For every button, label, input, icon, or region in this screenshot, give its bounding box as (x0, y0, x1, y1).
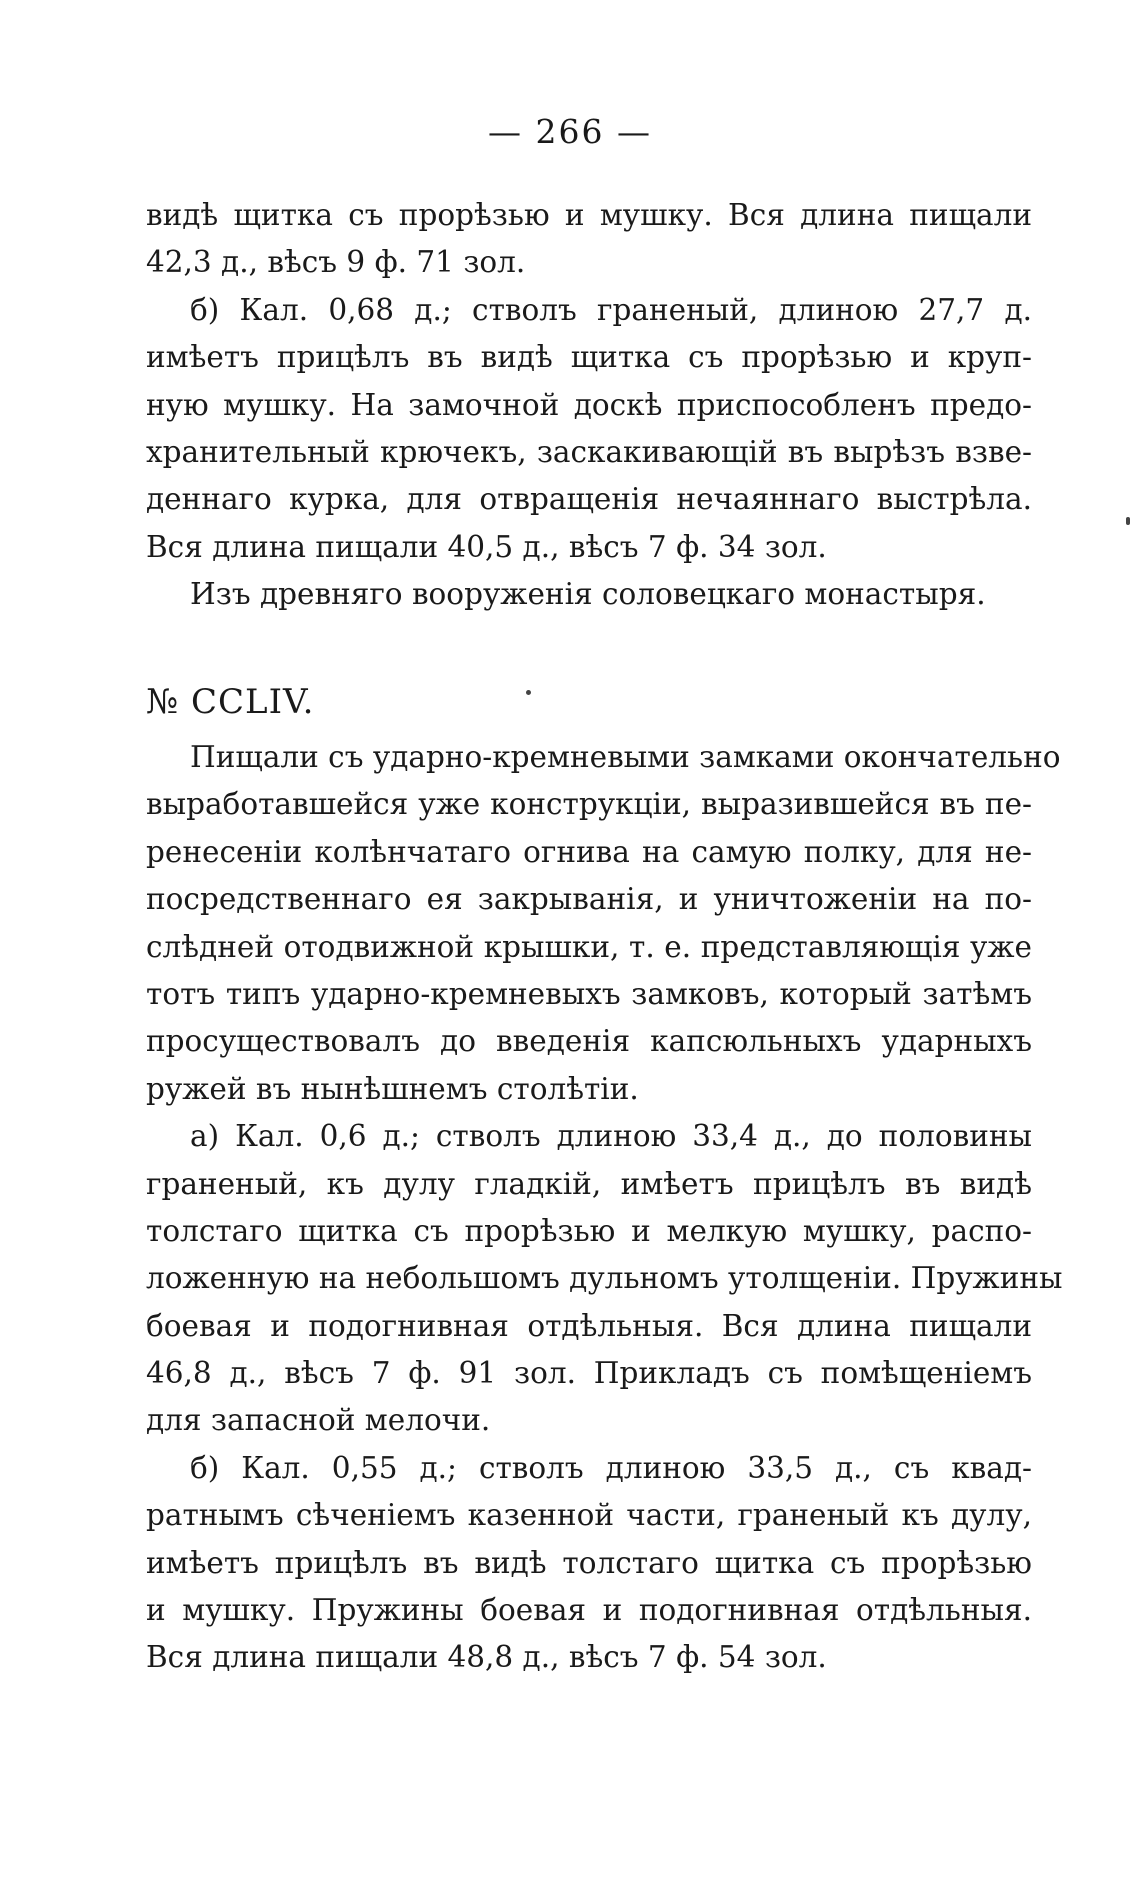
text-line: имѣетъ прицѣлъ въ видѣ толстаго щитка съ прорѣзью (146, 1545, 1032, 1580)
text-block-continuation (146, 192, 1032, 619)
text-line: толстаго щитка съ прорѣзью и мелкую мушку, распо- (146, 1213, 1032, 1248)
text-line: ную мушку. На замочной доскѣ приспособленъ предо- (146, 387, 1032, 422)
text-line: боевая и подогнивная отдѣльныя. Вся длина пищали (146, 1308, 1032, 1343)
text-line: а) Кал. 0,6 д.; стволъ длиною 33,4 д., до половины (190, 1119, 1032, 1154)
text-line: тотъ типъ ударно-кремневыхъ замковъ, который затѣмъ (146, 976, 1032, 1011)
text-line: 42,3 д., вѣсъ 9 ф. 71 зол. (146, 245, 526, 280)
text-line: деннаго курка, для отвращенія нечаяннаго выстрѣла. (146, 482, 1032, 517)
text-line: хранительный крючекъ, заскакивающій въ вырѣзъ взве- (146, 434, 1032, 469)
text-line: Вся длина пищали 40,5 д., вѣсъ 7 ф. 34 зол. (146, 529, 827, 564)
print-speck (526, 690, 531, 695)
text-line: граненый, къ дулу гладкій, имѣетъ прицѣлъ въ видѣ (146, 1166, 1032, 1201)
text-line: просуществовалъ до введенія капсюльныхъ ударныхъ (146, 1024, 1032, 1059)
text-line: ренесеніи колѣнчатаго огнива на самую полку, для не- (146, 834, 1032, 869)
text-block-section (146, 734, 1063, 1682)
text-line: для запасной мелочи. (146, 1403, 491, 1438)
text-line: видѣ щитка съ прорѣзью и мушку. Вся длина пищали (146, 198, 1032, 232)
margin-mark (1126, 517, 1130, 525)
text-line: Пищали съ ударно-кремневыми замками окончательно (190, 740, 1061, 774)
text-line: ружей въ нынѣшнемъ столѣтіи. (146, 1071, 639, 1106)
text-line: имѣетъ прицѣлъ въ видѣ щитка съ прорѣзью и круп- (146, 340, 1032, 375)
text-line: Изъ древняго вооруженія соловецкаго монастыря. (190, 577, 986, 612)
page-number: — 266 — (488, 112, 652, 151)
text-line: б) Кал. 0,68 д.; стволъ граненый, длиною 27,7 д. (190, 292, 1032, 327)
text-line: слѣдней отодвижной крышки, т. е. представляющія уже (146, 929, 1032, 964)
text-line: ратнымъ сѣченіемъ казенной части, граненый къ дулу, (146, 1498, 1032, 1533)
text-line: выработавшейся уже конструкціи, выразившейся въ пе- (146, 787, 1032, 822)
text-line: б) Кал. 0,55 д.; стволъ длиною 33,5 д., съ квад- (190, 1450, 1032, 1485)
text-line: ложенную на небольшомъ дульномъ утолщеніи. Пружины (146, 1261, 1063, 1296)
text-line: Вся длина пищали 48,8 д., вѣсъ 7 ф. 54 зол. (146, 1640, 827, 1675)
text-line: и мушку. Пружины боевая и подогнивная отдѣльныя. (146, 1593, 1032, 1628)
section-heading: № CCLIV. (146, 682, 315, 722)
text-line: 46,8 д., вѣсъ 7 ф. 91 зол. Прикладъ съ помѣщеніемъ (146, 1356, 1032, 1391)
text-line: посредственнаго ея закрыванія, и уничтоженіи на по- (146, 882, 1032, 917)
